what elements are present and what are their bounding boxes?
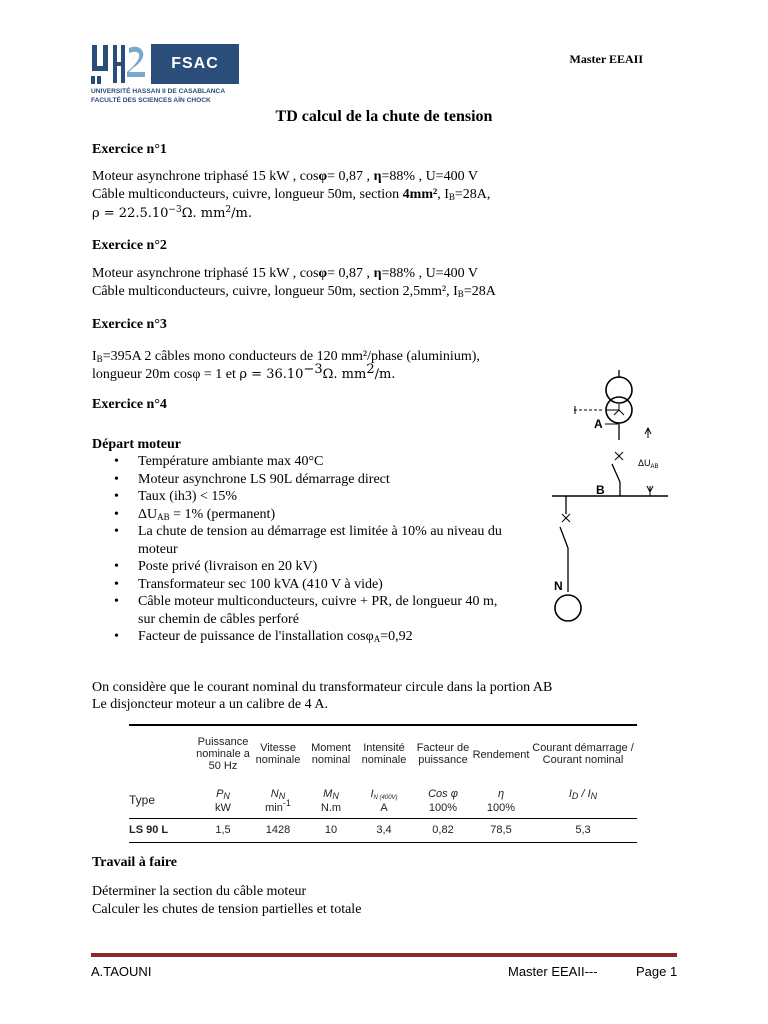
math-span: Ω. mm: [181, 206, 226, 221]
exercise-2-line-2: [92, 284, 496, 300]
motor-spec-table: [129, 724, 637, 844]
motor-switch-blade-icon: [560, 527, 568, 548]
exercise-2-heading: Exercice n°2: [92, 238, 167, 253]
label-a: A: [594, 417, 603, 431]
sym-sub: N: [590, 791, 598, 801]
label-delta-u: [638, 458, 659, 470]
row-efficiency: 78,5: [490, 824, 512, 836]
phi-symbol: φ: [318, 266, 328, 281]
header-courant-demarrage: Courant démarrage / Courant nominal: [532, 742, 634, 766]
row-start-ratio: 5,3: [575, 824, 591, 836]
symbol-cosphi: Cos φ: [428, 788, 458, 800]
subscript: B: [96, 354, 103, 364]
row-power-factor: 0,82: [432, 824, 454, 836]
bullet-text: Poste privé (livraison en 20 kV): [138, 559, 318, 574]
sym-sub: N: [278, 791, 286, 801]
math-span: /m.: [231, 206, 252, 221]
symbol-pn: [191, 788, 255, 800]
exercise-3-line-2: [92, 362, 396, 383]
transformer-primary-icon: [606, 377, 632, 403]
superscript: −3: [303, 362, 323, 377]
bullet-item: [92, 628, 552, 646]
uh2-logo-mark-icon: [91, 42, 147, 86]
table-rule-top: [129, 724, 637, 726]
sym: I: [568, 788, 572, 800]
motor-icon: [555, 595, 581, 621]
sym: I: [370, 788, 374, 800]
unit-cos-percent: 100%: [428, 802, 458, 814]
bullet-text: ΔU: [138, 506, 158, 522]
header-program: Master EEAII: [569, 52, 643, 66]
row-type: LS 90 L: [129, 824, 169, 836]
text-span: longueur 20m cosφ = 1 et: [92, 367, 240, 382]
text-span: =395A 2 câbles mono conducteurs de 120 mm²/phase (aluminium),: [102, 349, 480, 364]
header-rendement: Rendement: [472, 749, 530, 761]
du-sub: AB: [650, 464, 659, 470]
bullet-text: Température ambiante max 40°C: [138, 454, 324, 469]
bullet-item: [92, 576, 552, 594]
exercise-1-resistivity: [92, 206, 252, 221]
bullet-text: Taux (ih3) < 15%: [138, 489, 238, 504]
travail-line-2: Calculer les chutes de tension partielles et totale: [92, 902, 362, 917]
page-title: TD calcul de la chute de tension: [275, 108, 493, 125]
footer-author: A.TAOUNI: [91, 964, 152, 979]
sym: N: [270, 788, 279, 800]
math-span: ρ = 22.5.10: [92, 206, 169, 221]
label-b: B: [596, 483, 605, 497]
subscript: AB: [157, 511, 170, 522]
exercise-2-line-1: [92, 266, 478, 282]
symbol-id-in: [529, 788, 637, 800]
symbol-mn: [306, 788, 356, 800]
superscript: 2: [366, 362, 375, 377]
bullet-item: [92, 488, 552, 506]
table-rule-mid: [129, 818, 637, 819]
section-bold: 4mm²: [402, 187, 438, 202]
text-span: = 0,87 ,: [327, 266, 374, 281]
du-text: ΔU: [638, 458, 651, 468]
bullet-item: [92, 506, 552, 524]
exercise-4-bullets: [92, 453, 552, 646]
exercise-1-line-2: [92, 187, 490, 203]
circuit-diagram: [540, 370, 680, 630]
bullet-item: [92, 523, 552, 558]
bullet-text: =0,92: [380, 629, 413, 644]
bullet-text: La chute de tension au démarrage est limitée à 10% au niveau du: [138, 524, 502, 539]
row-current: 3,4: [376, 824, 392, 836]
unit: min: [265, 802, 283, 814]
switch-blade-icon: [612, 464, 620, 482]
superscript: 2: [225, 205, 232, 215]
bullet-text: = 1% (permanent): [169, 506, 276, 522]
bullet-text: Transformateur sec 100 kVA (410 V à vide): [138, 576, 383, 592]
bullet-text: moteur: [138, 541, 178, 557]
row-torque: 10: [324, 824, 338, 836]
unit-eta-percent: 100%: [486, 802, 516, 814]
text-span: I: [92, 349, 97, 364]
footer-page-number: Page 1: [636, 964, 678, 979]
bullet-item: [92, 471, 552, 489]
header-puissance: Puissance nominale a 50 Hz: [196, 736, 250, 772]
unit-min: [255, 798, 301, 814]
header-vitesse: Vitesse nominale: [255, 742, 301, 766]
subscript: A: [373, 634, 381, 644]
unit-a: A: [380, 802, 388, 814]
symbol-in: [359, 788, 409, 800]
type-label: Type: [129, 793, 156, 807]
paragraph-breaker: Le disjoncteur moteur a un calibre de 4 A.: [92, 697, 328, 712]
sym: M: [323, 788, 333, 800]
unit-sup: -1: [282, 798, 291, 808]
depart-moteur-heading: Départ moteur: [92, 437, 182, 452]
text-span: =88% , U=400 V: [381, 169, 478, 184]
math-span: ρ = 36.10: [239, 367, 304, 382]
sym-sub: N (400V): [373, 795, 398, 801]
symbol-eta: η: [497, 788, 505, 800]
text-span: Câble multiconducteurs, cuivre, longueur 50m, section: [92, 187, 403, 202]
label-n: N: [554, 579, 563, 593]
unit-nm: N.m: [320, 802, 342, 814]
table-rule-bottom: [129, 842, 637, 843]
text-span: =28A,: [454, 187, 491, 202]
star-symbol: [619, 410, 624, 415]
subscript: B: [457, 289, 464, 299]
text-span: =88% , U=400 V: [381, 266, 478, 281]
text-span: Câble multiconducteurs, cuivre, longueur 50m, section 2,5mm², I: [92, 284, 458, 299]
exercise-4-heading: Exercice n°4: [92, 397, 167, 412]
university-name: UNIVERSITÉ HASSAN II DE CASABLANCA: [91, 88, 226, 95]
eta-symbol: η: [373, 266, 382, 281]
eta-symbol: η: [373, 169, 382, 184]
sym: / I: [578, 788, 591, 800]
bullet-item: [92, 558, 552, 576]
subscript: B: [448, 192, 455, 202]
text-span: , I: [437, 187, 449, 202]
text-span: Moteur asynchrone triphasé 15 kW , cos: [92, 169, 319, 184]
travail-line-1: Déterminer la section du câble moteur: [92, 884, 307, 899]
footer-rule: [91, 953, 677, 957]
paragraph-current: On considère que le courant nominal du transformateur circule dans la portion AB: [92, 680, 553, 695]
sym-sub: N: [223, 791, 230, 801]
faculty-name: FACULTÉ DES SCIENCES AÏN CHOCK: [91, 97, 211, 104]
exercise-1-heading: Exercice n°1: [92, 142, 167, 157]
phi-symbol: φ: [318, 169, 328, 184]
exercise-3-line-1: [92, 349, 480, 365]
exercise-1-line-1: [92, 169, 478, 185]
university-logo: [91, 42, 239, 114]
header-intensite: Intensité nominale: [361, 742, 407, 766]
sym-sub: N: [332, 791, 339, 801]
sym: P: [216, 788, 224, 800]
superscript: −3: [168, 205, 182, 215]
math-span: /m.: [374, 367, 396, 382]
math-span: Ω. mm: [322, 367, 367, 382]
star-symbol: [614, 410, 619, 415]
row-power: 1,5: [215, 824, 231, 836]
bullet-text: sur chemin de câbles perforé: [138, 611, 299, 627]
text-span: =28A: [463, 284, 496, 299]
row-speed: 1428: [265, 824, 291, 836]
header-facteur: Facteur de puissance: [416, 742, 470, 766]
header-moment: Moment nominal: [311, 742, 351, 766]
unit-kw: kW: [215, 802, 231, 814]
bullet-text: Moteur asynchrone LS 90L démarrage direct: [138, 471, 390, 487]
bullet-text: Facteur de puissance de l'installation cosφ: [138, 629, 374, 644]
bullet-item: [92, 453, 552, 471]
exercise-3-heading: Exercice n°3: [92, 317, 167, 332]
symbol-nn: [255, 788, 301, 800]
travail-heading: Travail à faire: [92, 855, 178, 870]
text-span: Moteur asynchrone triphasé 15 kW , cos: [92, 266, 319, 281]
footer-program: Master EEAII---: [508, 964, 598, 979]
text-span: = 0,87 ,: [327, 169, 374, 184]
bullet-text: Câble moteur multiconducteurs, cuivre + PR, de longueur 40 m,: [138, 594, 498, 609]
fsac-logo-box: FSAC: [151, 44, 239, 84]
sym-sub: D: [571, 791, 579, 801]
bullet-item: [92, 593, 552, 628]
